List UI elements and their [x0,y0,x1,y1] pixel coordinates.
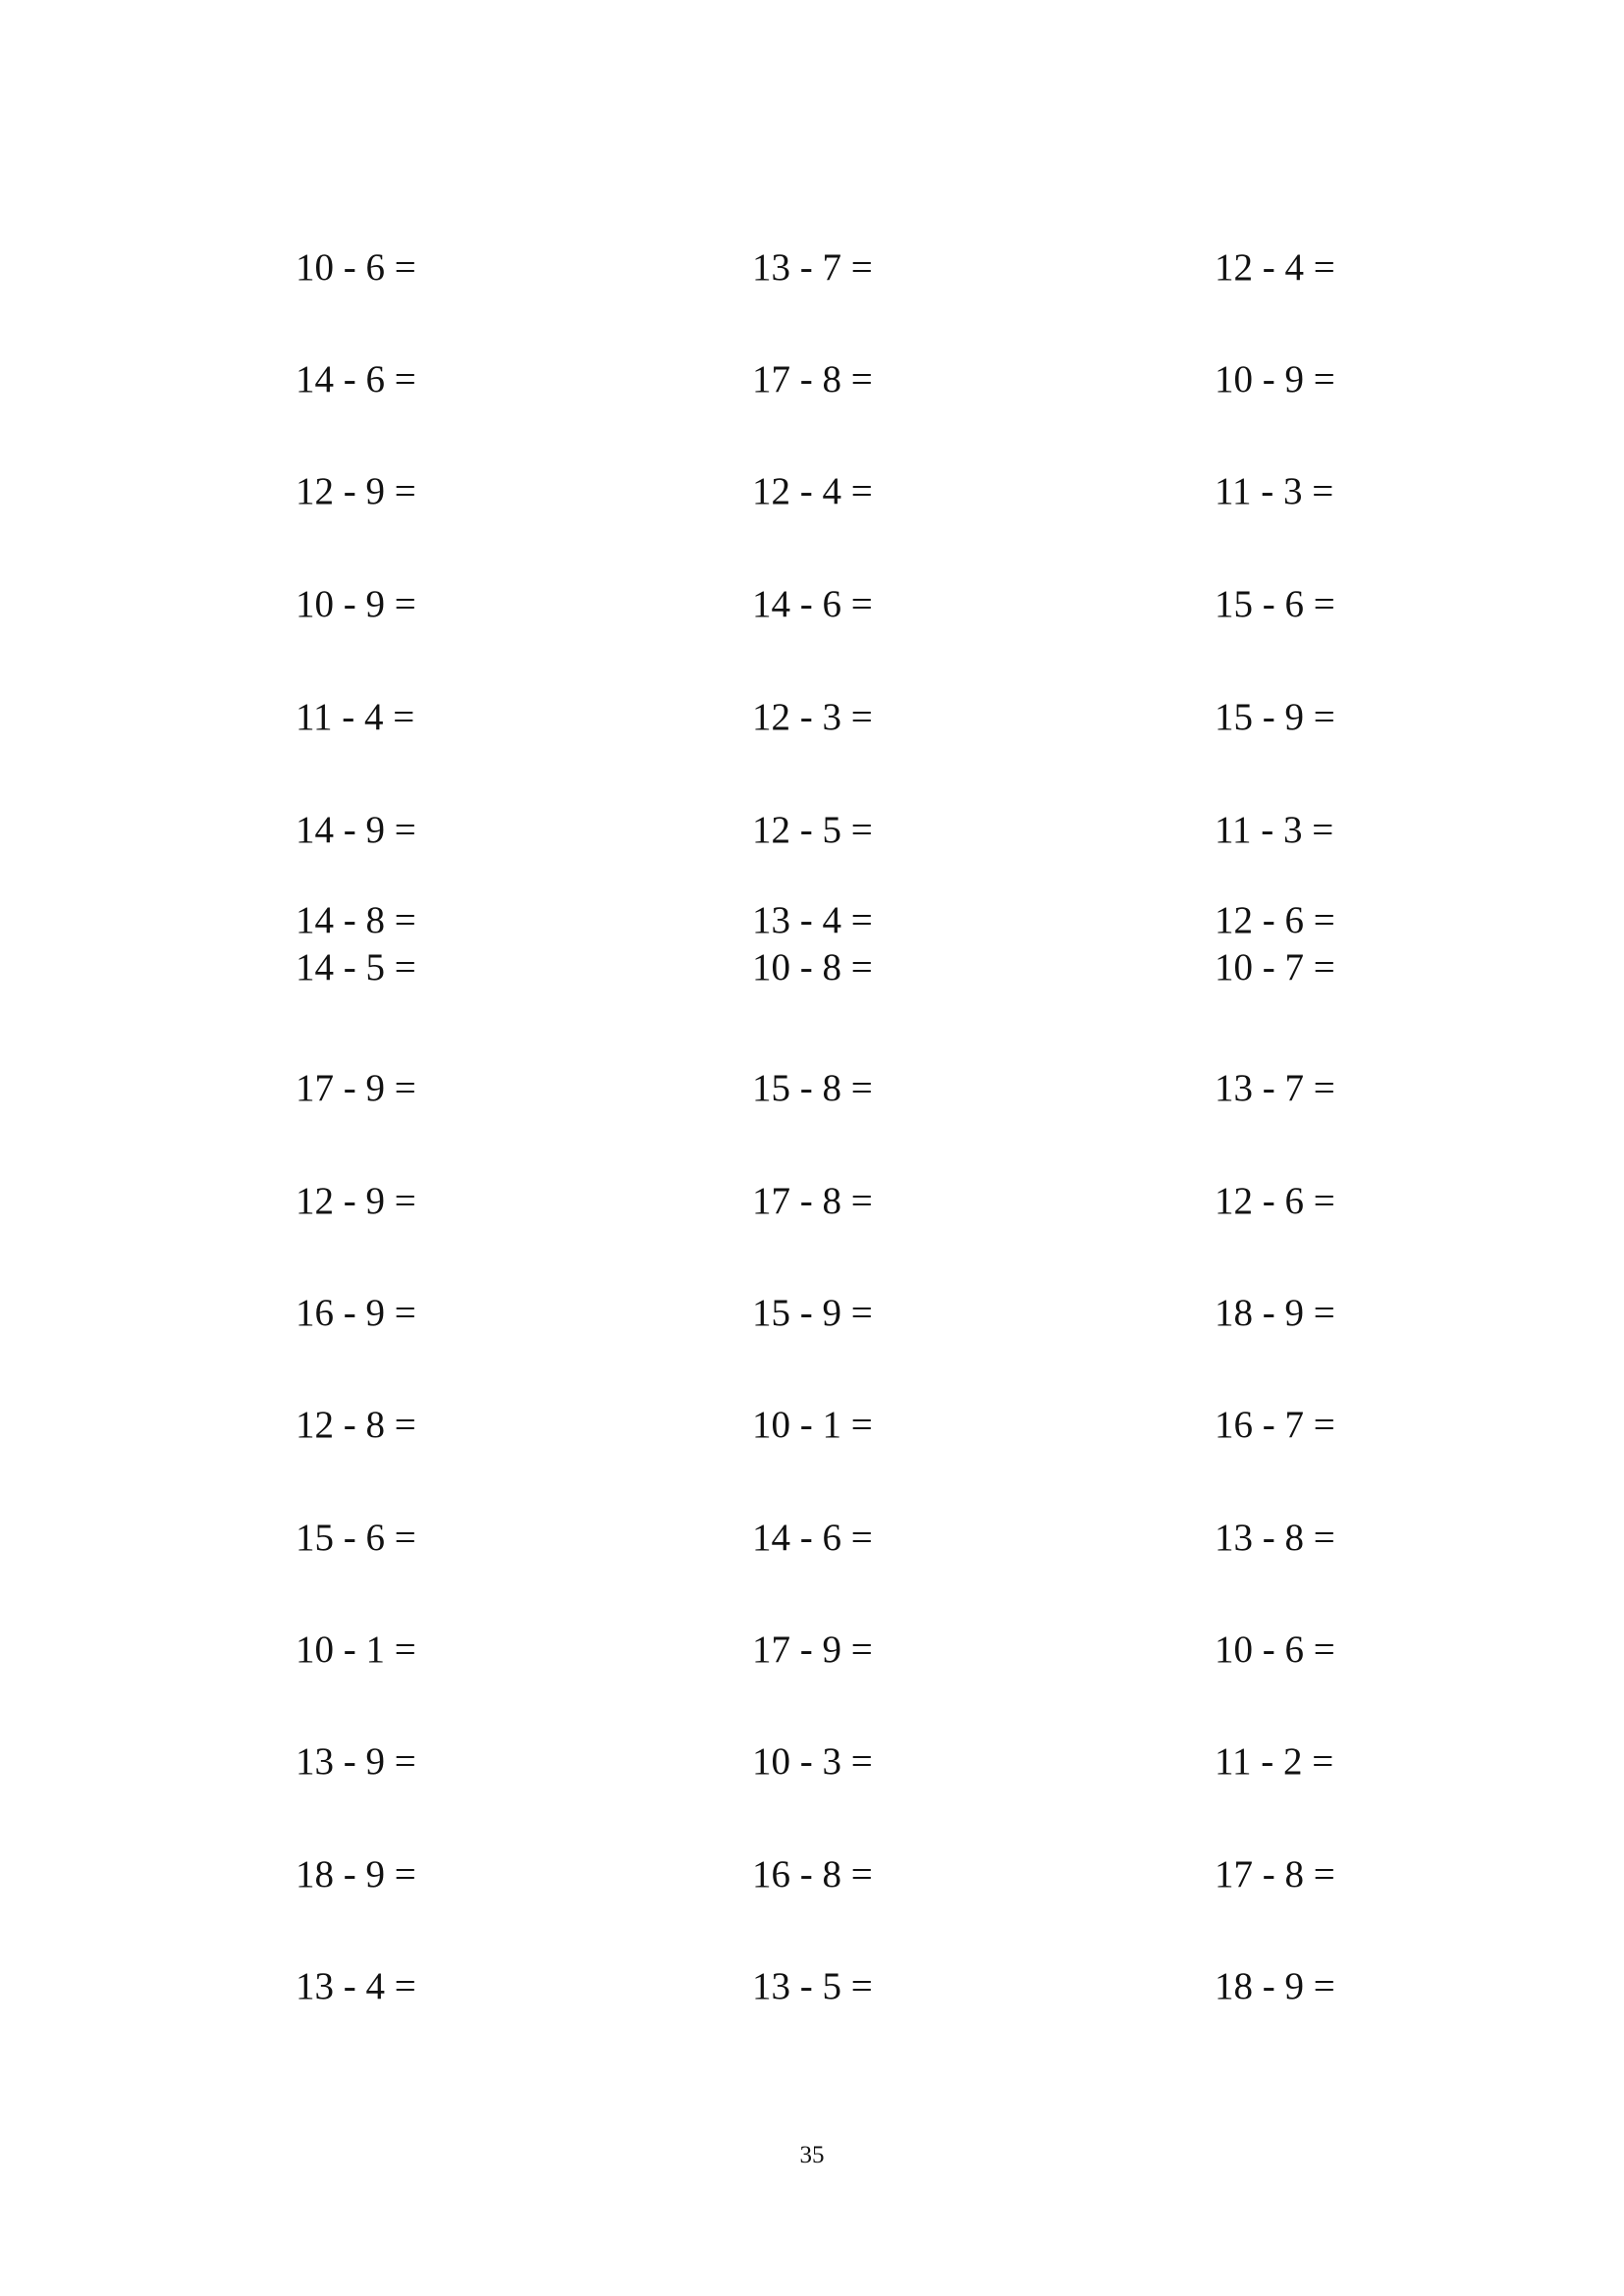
subtraction-problem: 17 - 9 = [752,1629,873,1671]
subtraction-problem: 18 - 9 = [1215,1292,1335,1334]
subtraction-problem: 10 - 9 = [1215,358,1335,400]
subtraction-problem: 10 - 9 = [296,583,416,625]
subtraction-problem: 10 - 6 = [296,246,416,289]
subtraction-problem: 16 - 8 = [752,1853,873,1896]
subtraction-problem: 13 - 4 = [296,1965,416,2007]
subtraction-problem: 15 - 9 = [752,1292,873,1334]
subtraction-problem: 11 - 4 = [296,696,415,738]
subtraction-problem: 12 - 9 = [296,1180,416,1222]
subtraction-problem: 12 - 5 = [752,809,873,851]
subtraction-problem: 10 - 6 = [1215,1629,1335,1671]
page-number: 35 [799,2142,825,2168]
subtraction-problem: 13 - 9 = [296,1740,416,1783]
subtraction-problem: 13 - 7 = [752,246,873,289]
subtraction-problem: 12 - 8 = [296,1404,416,1446]
subtraction-problem: 17 - 8 = [752,1180,873,1222]
subtraction-problem: 17 - 9 = [296,1067,416,1109]
subtraction-problem: 13 - 7 = [1215,1067,1335,1109]
subtraction-problem: 12 - 4 = [752,470,873,512]
subtraction-problem: 13 - 8 = [1215,1517,1335,1559]
subtraction-problem: 14 - 8 = [296,899,416,941]
subtraction-problem: 15 - 9 = [1215,696,1335,738]
subtraction-problem: 11 - 2 = [1215,1740,1334,1783]
subtraction-problem: 12 - 6 = [1215,1180,1335,1222]
subtraction-problem: 14 - 5 = [296,946,416,988]
subtraction-problem: 12 - 3 = [752,696,873,738]
subtraction-problem: 16 - 9 = [296,1292,416,1334]
subtraction-problem: 15 - 8 = [752,1067,873,1109]
subtraction-problem: 17 - 8 = [1215,1853,1335,1896]
subtraction-problem: 15 - 6 = [1215,583,1335,625]
subtraction-problem: 13 - 5 = [752,1965,873,2007]
subtraction-problem: 10 - 8 = [752,946,873,988]
subtraction-problem: 13 - 4 = [752,899,873,941]
subtraction-problem: 18 - 9 = [1215,1965,1335,2007]
subtraction-problem: 14 - 9 = [296,809,416,851]
subtraction-problem: 12 - 9 = [296,470,416,512]
subtraction-problem: 10 - 1 = [752,1404,873,1446]
subtraction-problem: 15 - 6 = [296,1517,416,1559]
subtraction-problem: 12 - 6 = [1215,899,1335,941]
subtraction-problem: 10 - 7 = [1215,946,1335,988]
subtraction-problem: 14 - 6 = [752,1517,873,1559]
subtraction-problem: 18 - 9 = [296,1853,416,1896]
subtraction-problem: 17 - 8 = [752,358,873,400]
subtraction-problem: 16 - 7 = [1215,1404,1335,1446]
subtraction-problem: 10 - 1 = [296,1629,416,1671]
subtraction-problem: 11 - 3 = [1215,809,1334,851]
subtraction-problem: 12 - 4 = [1215,246,1335,289]
subtraction-problem: 10 - 3 = [752,1740,873,1783]
subtraction-problem: 14 - 6 = [296,358,416,400]
subtraction-problem: 11 - 3 = [1215,470,1334,512]
subtraction-problem: 14 - 6 = [752,583,873,625]
